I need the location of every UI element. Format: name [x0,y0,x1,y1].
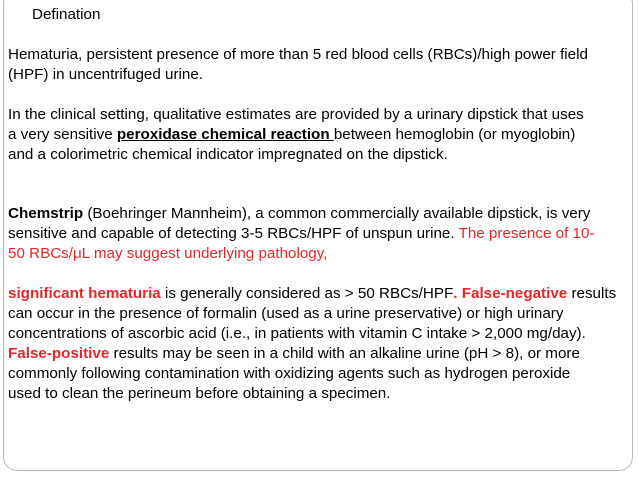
chemstrip-term: Chemstrip [8,205,84,222]
hematuria-line-4-post: results may be seen in a child with an alkaline urine (pH > 8), or more [109,345,580,362]
chemstrip-line-3: 50 RBCs/μL may suggest underlying pathology, [8,245,328,262]
false-negative-term: False-negative [461,285,568,302]
hematuria-line-4 [8,344,634,364]
hematuria-line-1-mid: is generally considered as > 50 RBCs/HPF [160,285,454,302]
hematuria-line-6: used to clean the perineum before obtaining a specimen. [8,385,391,402]
hematuria-line-3: concentrations of ascorbic acid (i.e., in patients with vitamin C intake > 2,000 mg/day). [8,325,586,342]
hematuria-line-1 [8,284,634,304]
clinical-line-3: and a colorimetric chemical indicator impregnated on the dipstick. [8,146,448,163]
clinical-line-2-pre: a very sensitive [8,126,117,143]
hematuria-line-5: commonly following contamination with oxidizing agents such as hydrogen peroxide [8,365,571,382]
hematuria-line-2: can occur in the presence of formalin (used as a urine preservative) or high urinary [8,305,564,322]
definition-line-1: Hematuria, persistent presence of more than 5 red blood cells (RBCs)/high power field [8,46,588,63]
definition-line-2: (HPF) in uncentrifuged urine. [8,66,203,83]
chemstrip-line-2-red: The presence of 10- [458,225,595,242]
chemstrip-line-1 [8,204,634,224]
peroxidase-term: peroxidase chemical reaction [116,126,334,143]
clinical-line-1: In the clinical setting, qualitative estimates are provided by a urinary dipstick that uses [8,106,584,123]
hematuria-line-1-dot: . [453,285,462,302]
slide-content [8,5,634,404]
chemstrip-line-2-pre: sensitive and capable of detecting 3-5 RBCs/HPF of unspun urine. [8,225,459,242]
chemstrip-line-2 [8,224,634,244]
slide-heading: Defination [32,6,101,23]
hematuria-line-1-post: results [567,285,617,302]
clinical-line-2 [8,125,634,145]
false-positive-term: False-positive [8,345,110,362]
chemstrip-line-1-post: (Boehringer Mannheim), a common commercially available dipstick, is very [83,205,591,222]
significant-hematuria-term: significant hematuria [8,285,161,302]
clinical-line-2-post: between hemoglobin (or myoglobin) [333,126,576,143]
